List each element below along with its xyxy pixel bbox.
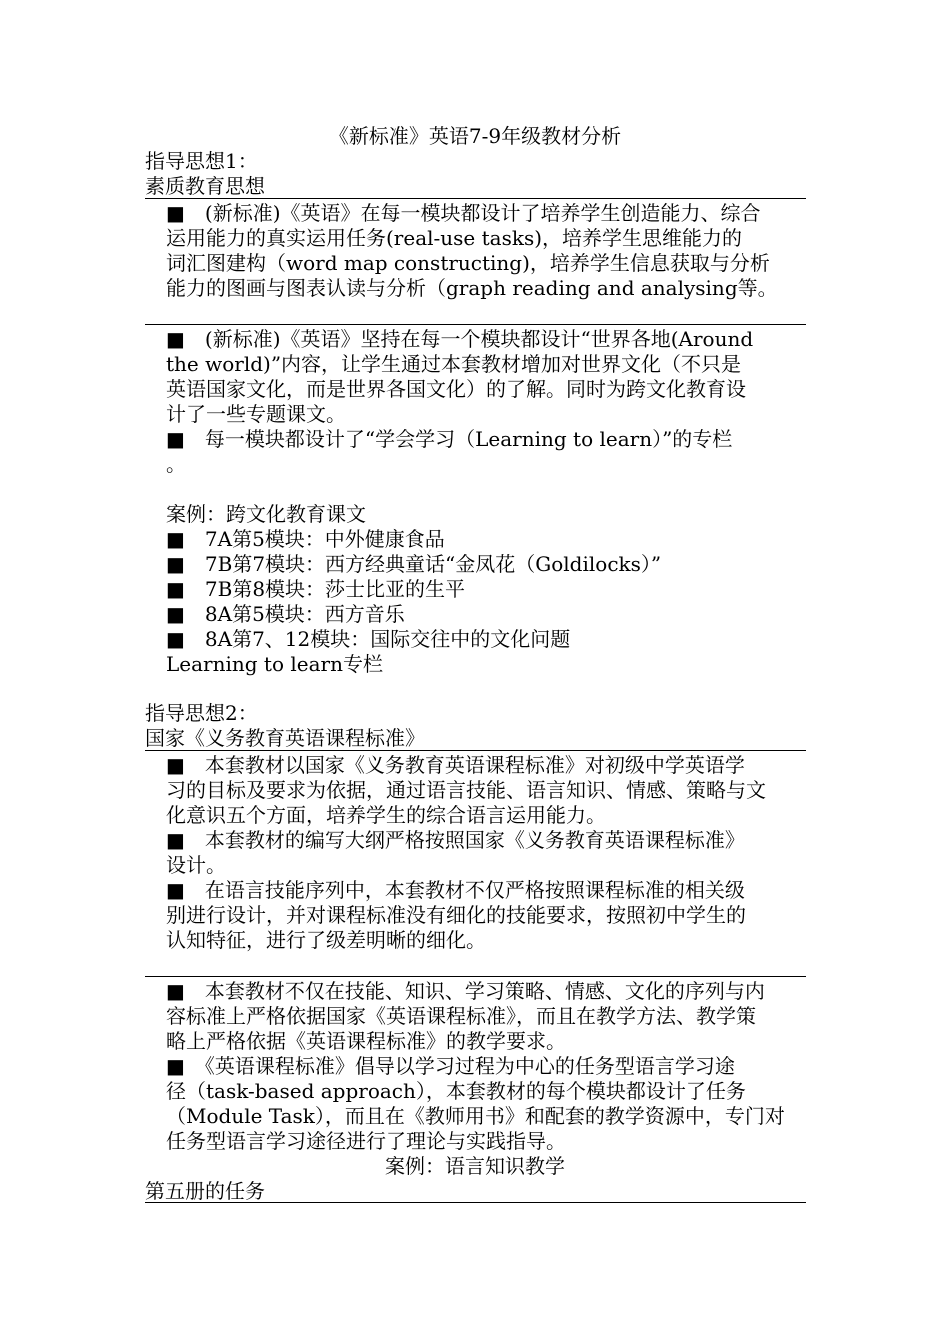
document-title: 《新标准》英语7-9年级教材分析 [328, 124, 622, 148]
paragraph-line: ■ 本套教材不仅在技能、知识、学习策略、情感、文化的序列与内 [166, 979, 765, 1003]
paragraph-line: （Module Task），而且在《教师用书》和配套的教学资源中，专门对 [166, 1104, 785, 1128]
paragraph-line: 容标准上严格依据国家《英语课程标准》，而且在教学方法、教学策 [166, 1004, 756, 1028]
paragraph-line: 径（task-based approach），本套教材的每个模块都设计了任务 [166, 1079, 746, 1103]
section1-subheading: 素质教育思想 [145, 174, 265, 198]
case-title: 案例：语言知识教学 [385, 1154, 565, 1178]
paragraph-line: ■ 《英语课程标准》倡导以学习过程为中心的任务型语言学习途 [166, 1054, 735, 1078]
paragraph-line: 运用能力的真实运用任务(real-use tasks)，培养学生思维能力的 [166, 226, 743, 250]
paragraph-line: 能力的图画与图表认读与分析（graph reading and analysing等。 [166, 276, 778, 300]
paragraph-line: 英语国家文化，而是世界各国文化）的了解。同时为跨文化教育设 [166, 377, 746, 401]
paragraph-line: 。 [166, 452, 186, 476]
paragraph-line: 任务型语言学习途径进行了理论与实践指导。 [166, 1129, 566, 1153]
paragraph-line: ■ 本套教材的编写大纲严格按照国家《义务教育英语课程标准》 [166, 828, 745, 852]
section2-heading: 指导思想2： [145, 701, 258, 725]
case-item: ■ 7B第8模块：莎士比亚的生平 [166, 577, 466, 601]
paragraph-line: ■ (新标准)《英语》坚持在每一个模块都设计“世界各地(Around [166, 327, 754, 351]
paragraph-line: 词汇图建构（word map constructing)，培养学生信息获取与分析 [166, 251, 770, 275]
paragraph-line: ■ 在语言技能序列中，本套教材不仅严格按照课程标准的相关级 [166, 878, 745, 902]
paragraph-line: 别进行设计，并对课程标准没有细化的技能要求，按照初中学生的 [166, 903, 746, 927]
paragraph-line: 计了一些专题课文。 [166, 402, 346, 426]
paragraph-line: ■ (新标准)《英语》在每一模块都设计了培养学生创造能力、综合 [166, 201, 761, 225]
case-item: ■ 7B第7模块：西方经典童话“金凤花（Goldilocks）” [166, 552, 662, 576]
divider [145, 750, 806, 751]
section1-heading: 指导思想1： [145, 149, 258, 173]
paragraph-line: 化意识五个方面，培养学生的综合语言运用能力。 [166, 803, 606, 827]
footer-text: 第五册的任务 [145, 1179, 265, 1203]
divider [145, 324, 806, 325]
divider [145, 1202, 806, 1203]
case-item: ■ 8A第7、12模块：国际交往中的文化问题 [166, 627, 571, 651]
paragraph-line: the world)”内容，让学生通过本套教材增加对世界文化（不只是 [166, 352, 742, 376]
paragraph-line: ■ 本套教材以国家《义务教育英语课程标准》对初级中学英语学 [166, 753, 745, 777]
case-title: 案例：跨文化教育课文 [166, 502, 366, 526]
paragraph-line: 认知特征，进行了级差明晰的细化。 [166, 928, 486, 952]
paragraph-line: 习的目标及要求为依据，通过语言技能、语言知识、情感、策略与文 [166, 778, 766, 802]
section2-subheading: 国家《义务教育英语课程标准》 [145, 726, 425, 750]
divider [145, 198, 806, 199]
paragraph-line: 设计。 [166, 853, 226, 877]
case-item: ■ 8A第5模块：西方音乐 [166, 602, 405, 626]
paragraph-line: 略上严格依据《英语课程标准》的教学要求。 [166, 1029, 566, 1053]
case-tail: Learning to learn专栏 [166, 652, 383, 676]
paragraph-line: ■ 每一模块都设计了“学会学习（Learning to learn）”的专栏 [166, 427, 733, 451]
case-item: ■ 7A第5模块：中外健康食品 [166, 527, 445, 551]
divider [145, 976, 806, 977]
